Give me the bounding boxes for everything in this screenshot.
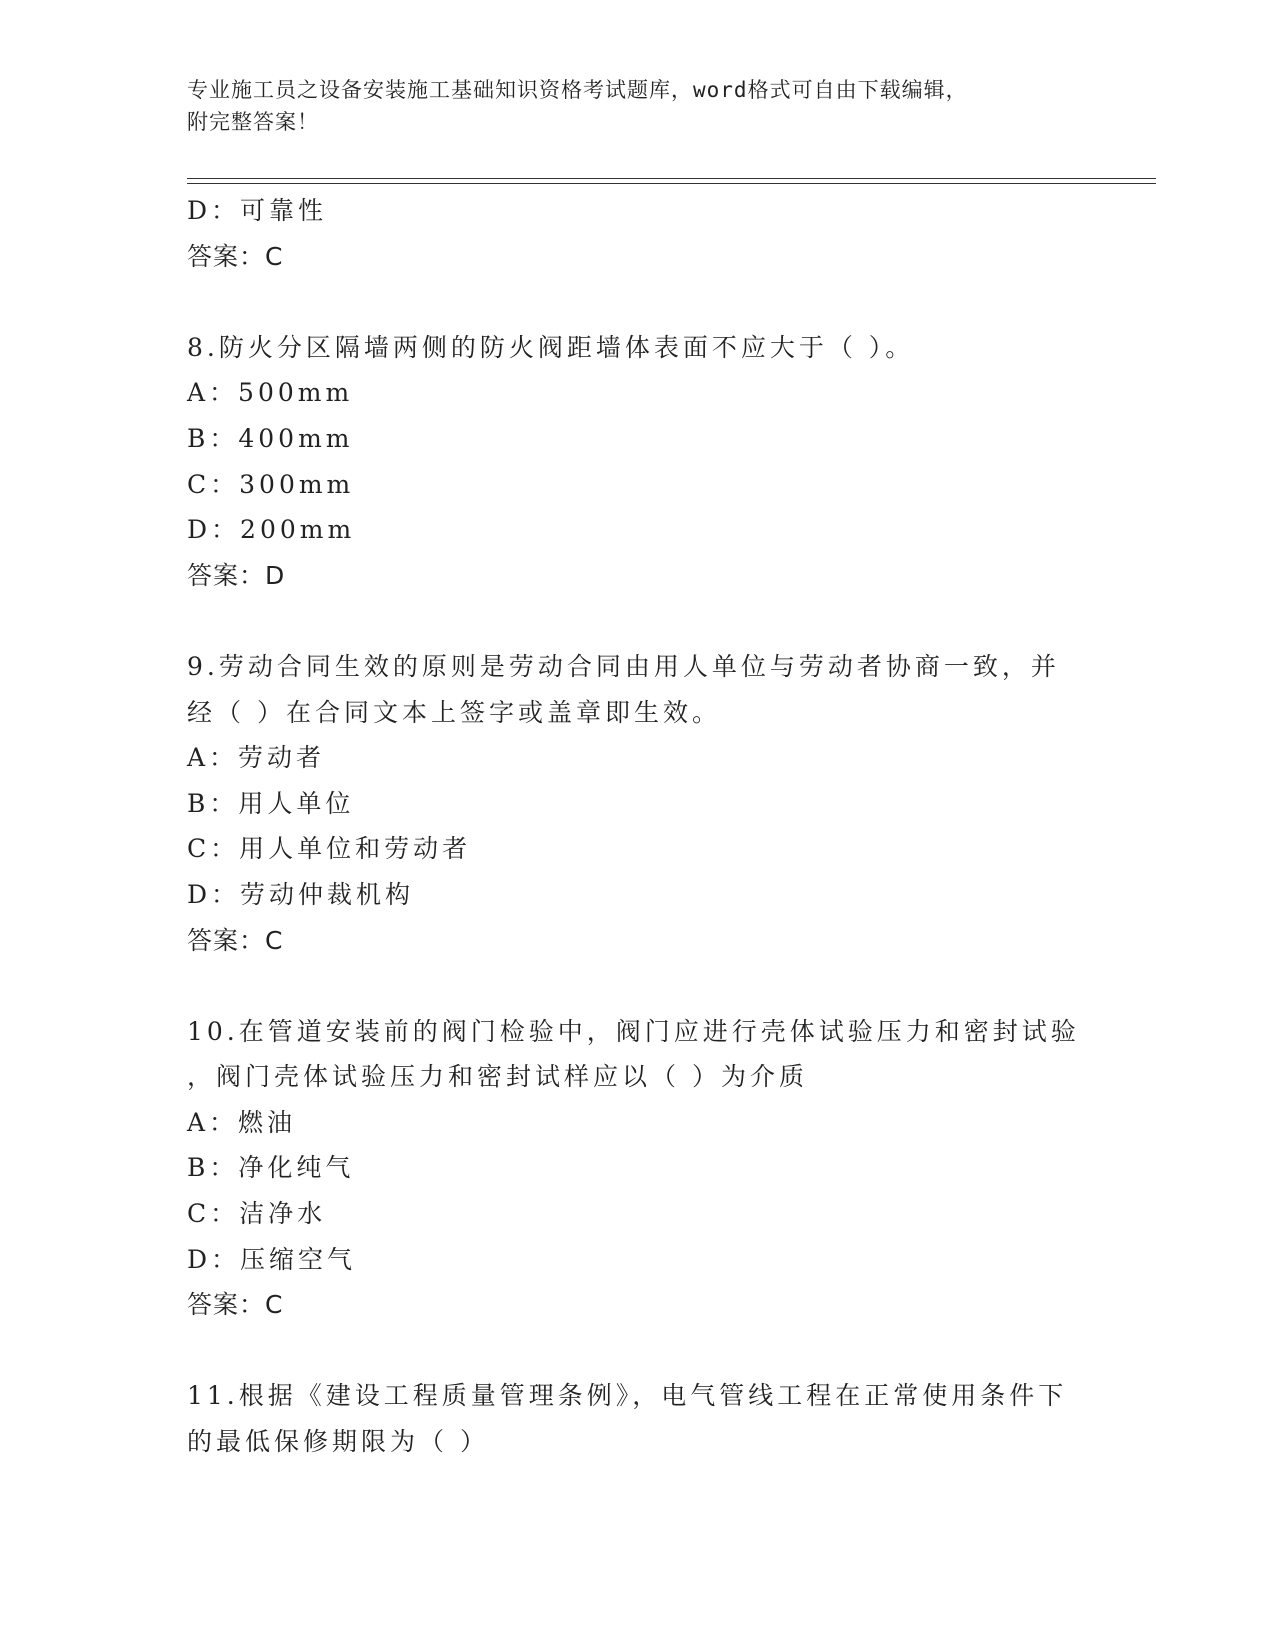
option-b: B：用人单位 (187, 788, 355, 818)
question-text: 8.防火分区隔墙两侧的防火阀距墙体表面不应大于（ ）。 (187, 332, 915, 362)
option-a: A：500mm (187, 378, 354, 408)
question-11 (187, 1373, 1087, 1464)
answer-line: 答案：C (187, 925, 284, 955)
header-divider-top (187, 178, 1156, 179)
option-c: C：用人单位和劳动者 (187, 834, 472, 864)
question-9 (187, 644, 1087, 963)
option-d: D：200mm (187, 515, 356, 545)
question-text-continued: 经（ ）在合同文本上签字或盖章即生效。 (187, 697, 721, 727)
question-text: 11.根据《建设工程质量管理条例》，电气管线工程在正常使用条件下 (187, 1381, 1068, 1411)
option-a: A：劳动者 (187, 743, 326, 773)
document-header (187, 74, 1067, 138)
question-10 (187, 1009, 1087, 1328)
question-text: 9.劳动合同生效的原则是劳动合同由用人单位与劳动者协商一致，并 (187, 651, 1060, 681)
answer-line: 答案：C (187, 241, 284, 271)
spacer (187, 1328, 1087, 1374)
question-7-carryover (187, 188, 1087, 279)
option-d: D：可靠性 (187, 196, 328, 225)
answer-line: 答案：C (187, 1290, 284, 1320)
header-line-1: 专业施工员之设备安装施工基础知识资格考试题库，word格式可自由下载编辑， (187, 78, 968, 102)
question-text-continued: ，阀门壳体试验压力和密封试样应以（ ）为介质 (187, 1062, 808, 1092)
answer-line: 答案：D (187, 560, 286, 590)
spacer (187, 598, 1087, 644)
header-line-2: 附完整答案！ (187, 110, 319, 134)
spacer (187, 279, 1087, 325)
spacer (187, 963, 1087, 1009)
option-d: D：压缩空气 (187, 1244, 357, 1274)
option-c: C：300mm (187, 469, 355, 499)
option-d: D：劳动仲裁机构 (187, 879, 415, 909)
question-content (187, 188, 1087, 1465)
question-text-continued: 的最低保修期限为（ ） (187, 1427, 489, 1457)
question-text: 10.在管道安装前的阀门检验中，阀门应进行壳体试验压力和密封试验 (187, 1016, 1080, 1046)
option-a: A：燃油 (187, 1107, 297, 1137)
option-b: B：400mm (187, 423, 354, 453)
option-c: C：洁净水 (187, 1199, 327, 1229)
header-divider-bottom (187, 183, 1156, 184)
question-8 (187, 325, 1087, 599)
option-b: B：净化纯气 (187, 1153, 355, 1183)
